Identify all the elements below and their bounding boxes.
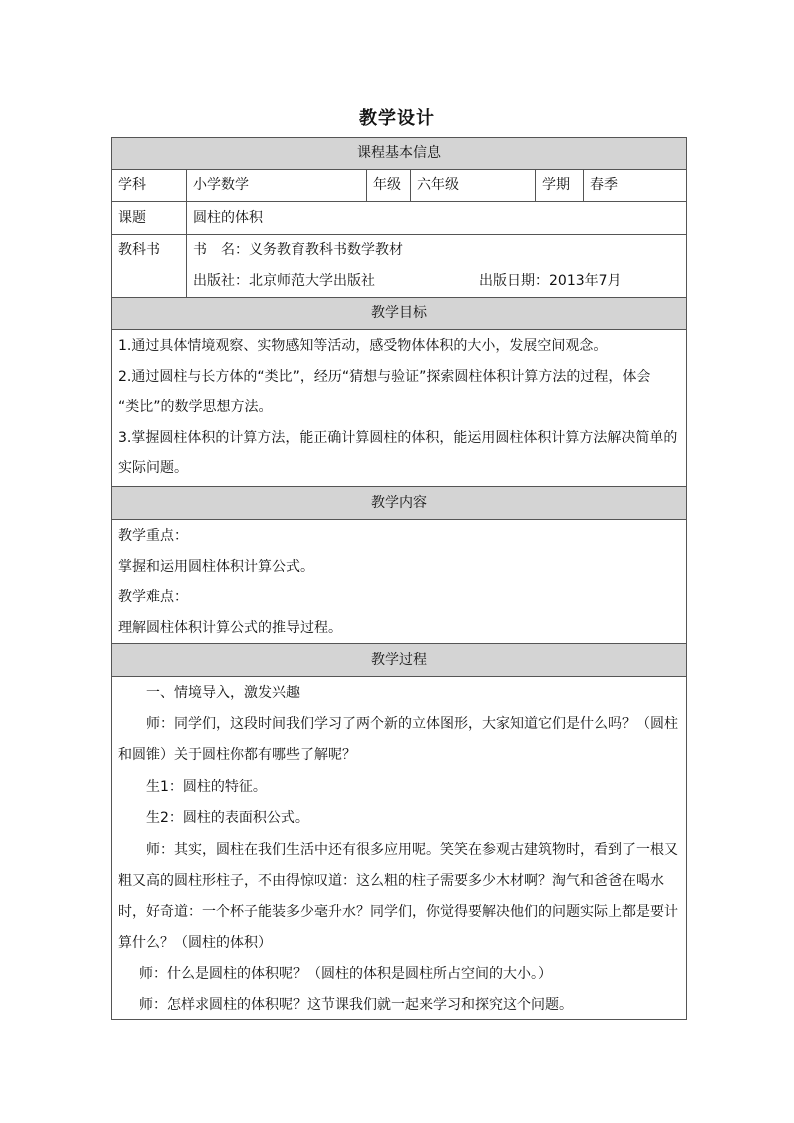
subject-label: 学科 <box>112 170 187 201</box>
process-line: 时，好奇道：一个杯子能装多少毫升水？同学们，你觉得要解决他们的问题实际上都是要计 <box>118 904 678 920</box>
subject-value: 小学数学 <box>187 170 367 201</box>
process-line: 生1：圆柱的特征。 <box>146 779 267 795</box>
goal-line: 1.通过具体情境观察、实物感知等活动，感受物体体积的大小，发展空间观念。 <box>118 338 608 354</box>
subject-row <box>112 170 686 202</box>
process-line: 和圆锥）关于圆柱你都有哪些了解呢？ <box>118 747 356 763</box>
publisher: 出版社：北京师范大学出版社 <box>193 273 375 289</box>
process-body <box>112 677 686 1019</box>
process-heading: 一、情境导入，激发兴趣 <box>146 685 300 701</box>
goal-line: 2.通过圆柱与长方体的“类比”，经历“猜想与验证”探索圆柱体积计算方法的过程，体会 <box>118 369 651 385</box>
content-body <box>112 520 686 644</box>
goals-section-header <box>112 298 686 330</box>
goal-line: 3.掌握圆柱体积的计算方法，能正确计算圆柱的体积，能运用圆柱体积计算方法解决简单的 <box>118 430 678 446</box>
term-label: 学期 <box>536 170 584 201</box>
info-section-header <box>112 138 686 170</box>
process-section-header <box>112 644 686 677</box>
difficulty-label: 教学难点： <box>118 589 188 605</box>
content-section-title: 教学内容 <box>371 495 427 511</box>
term-value: 春季 <box>590 177 618 193</box>
book-name: 书 名：义务教育教科书数学教材 <box>193 242 403 258</box>
process-line: 粗又高的圆柱形柱子，不由得惊叹道：这么粗的柱子需要多少木材啊？淘气和爸爸在喝水 <box>118 873 664 889</box>
lesson-plan-table <box>111 137 687 1020</box>
textbook-label: 教科书 <box>112 235 187 297</box>
process-line: 师：怎样求圆柱的体积呢？这节课我们就一起来学习和探究这个问题。 <box>139 997 573 1013</box>
goal-line: “类比”的数学思想方法。 <box>118 399 273 415</box>
topic-value: 圆柱的体积 <box>193 210 263 226</box>
document-title: 教学设计 <box>359 108 435 129</box>
info-section-title: 课程基本信息 <box>357 145 441 161</box>
grade-value: 六年级 <box>411 170 536 201</box>
process-line: 师：什么是圆柱的体积呢？（圆柱的体积是圆柱所占空间的大小。） <box>139 966 552 982</box>
grade-label: 年级 <box>367 170 411 201</box>
goal-line: 实际问题。 <box>118 460 188 476</box>
topic-label: 课题 <box>112 202 187 234</box>
key-point-label: 教学重点： <box>118 528 188 544</box>
process-line: 生2：圆柱的表面积公式。 <box>146 810 309 826</box>
textbook-details <box>187 235 686 297</box>
process-line: 师：同学们，这段时间我们学习了两个新的立体图形，大家知道它们是什么吗？（圆柱 <box>146 716 678 732</box>
process-section-title: 教学过程 <box>371 652 427 668</box>
difficulty-text: 理解圆柱体积计算公式的推导过程。 <box>118 620 342 636</box>
key-point-text: 掌握和运用圆柱体积计算公式。 <box>118 559 314 575</box>
goals-body <box>112 330 686 487</box>
process-line: 师：其实，圆柱在我们生活中还有很多应用呢。笑笑在参观古建筑物时，看到了一根又 <box>146 842 678 858</box>
process-line: 算什么？（圆柱的体积） <box>118 935 272 951</box>
content-section-header <box>112 487 686 520</box>
textbook-row <box>112 235 686 298</box>
topic-row <box>112 202 686 235</box>
publish-date: 出版日期：2013年7月 <box>479 273 622 289</box>
goals-section-title: 教学目标 <box>371 305 427 321</box>
